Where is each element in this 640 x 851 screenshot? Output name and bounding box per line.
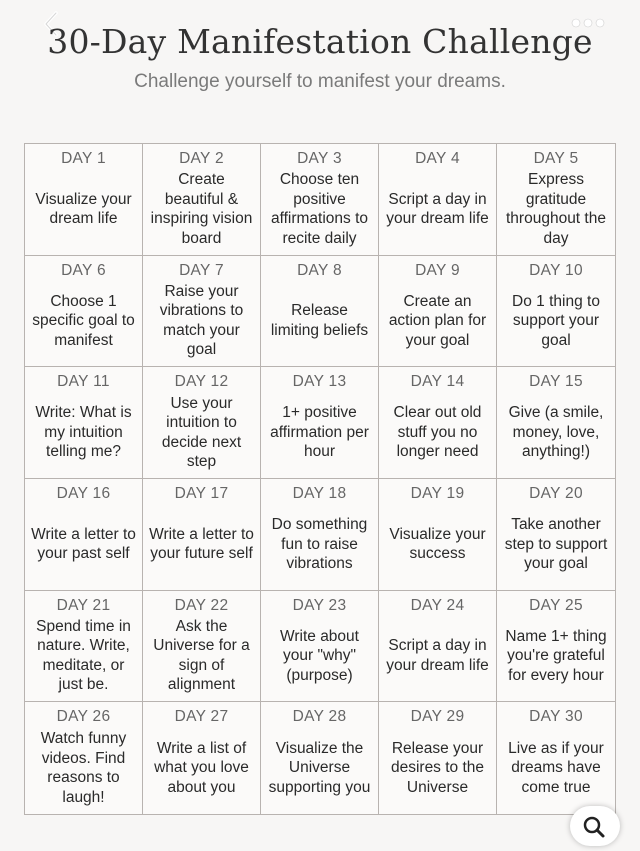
day-cell [143, 702, 261, 814]
day-label: DAY 3 [297, 150, 342, 167]
day-label: DAY 13 [292, 373, 347, 391]
day-cell [261, 144, 379, 256]
day-label: DAY 2 [179, 150, 224, 167]
day-label: DAY 22 [174, 596, 229, 614]
day-task: Ask the Universe for a sign of alignment [153, 617, 250, 694]
day-label: DAY 25 [529, 596, 583, 614]
day-task: Write a letter to your past self [31, 525, 136, 563]
day-task: 1+ positive affirmation per hour [270, 404, 369, 461]
day-cell [497, 144, 615, 256]
day-cell [143, 256, 261, 368]
day-cell [25, 256, 143, 368]
day-label: DAY 20 [529, 484, 583, 502]
day-task: Choose ten positive affirmations to recite daily [270, 171, 369, 247]
page-subtitle: Challenge yourself to manifest your dreams. [134, 71, 506, 92]
day-label: DAY 7 [179, 261, 224, 279]
day-label: DAY 29 [410, 708, 465, 726]
day-task: Create an action plan for your goal [388, 292, 487, 349]
day-cell [379, 479, 497, 591]
day-label: DAY 1 [61, 150, 106, 167]
day-label: DAY 27 [174, 708, 229, 726]
day-cell [143, 144, 261, 256]
day-cell [261, 702, 379, 814]
day-task: Take another step to support your goal [504, 516, 608, 573]
day-task: Write a letter to your future self [149, 525, 254, 563]
day-task: Live as if your dreams have come true [508, 739, 604, 796]
day-task: Watch funny videos. Find reasons to laugh! [40, 730, 127, 806]
day-cell [261, 367, 379, 479]
day-label: DAY 18 [292, 484, 347, 502]
day-cell [379, 256, 497, 368]
day-cell [497, 367, 615, 479]
day-task: Choose 1 specific goal to manifest [32, 292, 135, 349]
day-label: DAY 4 [415, 150, 460, 167]
day-task: Spend time in nature. Write, meditate, or just be. [36, 617, 131, 694]
day-cell [143, 367, 261, 479]
day-label: DAY 16 [56, 484, 111, 502]
day-task: Write a list of what you love about you [154, 739, 249, 796]
day-task: Do something fun to raise vibrations [271, 516, 368, 573]
day-task: Do 1 thing to support your goal [512, 292, 600, 349]
search-icon [570, 806, 620, 846]
page-title: 30-Day Manifestation Challenge [47, 22, 593, 61]
challenge-grid [24, 143, 616, 815]
day-label: DAY 23 [292, 596, 347, 614]
day-label: DAY 28 [292, 708, 347, 726]
day-task: Release your desires to the Universe [390, 739, 485, 796]
day-cell [143, 591, 261, 703]
day-cell [25, 367, 143, 479]
day-cell [379, 144, 497, 256]
search-button[interactable] [570, 806, 620, 846]
day-task: Create beautiful & inspiring vision board [150, 171, 253, 247]
day-cell [379, 702, 497, 814]
day-cell [261, 591, 379, 703]
day-label: DAY 14 [410, 373, 465, 391]
day-label: DAY 15 [529, 373, 583, 391]
day-label: DAY 10 [529, 261, 583, 279]
day-cell [497, 702, 615, 814]
day-task: Write: What is my intuition telling me? [35, 404, 132, 461]
day-label: DAY 8 [297, 261, 342, 279]
day-cell [143, 479, 261, 591]
day-cell [497, 256, 615, 368]
day-label: DAY 19 [410, 484, 465, 502]
day-cell [25, 144, 143, 256]
day-task: Visualize your dream life [35, 190, 132, 228]
day-task: Release limiting beliefs [270, 302, 369, 339]
day-task: Clear out old stuff you no longer need [393, 404, 482, 461]
day-label: DAY 26 [56, 708, 111, 726]
day-cell [261, 479, 379, 591]
day-task: Script a day in your dream life [386, 637, 489, 674]
day-label: DAY 24 [410, 596, 465, 614]
day-label: DAY 17 [174, 484, 229, 502]
day-cell [379, 367, 497, 479]
day-task: Raise your vibrations to match your goal [159, 282, 244, 359]
day-label: DAY 5 [533, 150, 579, 167]
day-cell [25, 479, 143, 591]
day-label: DAY 30 [529, 708, 583, 726]
day-cell [261, 256, 379, 368]
day-task: Use your intuition to decide next step [161, 394, 242, 471]
day-task: Express gratitude throughout the day [506, 171, 606, 247]
day-label: DAY 12 [174, 373, 229, 391]
day-task: Script a day in your dream life [386, 190, 489, 228]
day-cell [497, 479, 615, 591]
day-cell [379, 591, 497, 703]
day-label: DAY 9 [415, 261, 460, 279]
day-label: DAY 6 [61, 261, 106, 279]
day-task: Give (a smile, money, love, anything!) [508, 404, 604, 461]
day-label: DAY 11 [57, 373, 110, 391]
day-task: Visualize the Universe supporting you [268, 739, 371, 796]
day-cell [25, 591, 143, 703]
day-task: Name 1+ thing you're grateful for every hour [505, 627, 607, 684]
day-task: Write about your "why" (purpose) [280, 627, 359, 684]
day-cell [497, 591, 615, 703]
day-label: DAY 21 [56, 596, 111, 614]
day-cell [25, 702, 143, 814]
day-task: Visualize your success [389, 525, 486, 563]
